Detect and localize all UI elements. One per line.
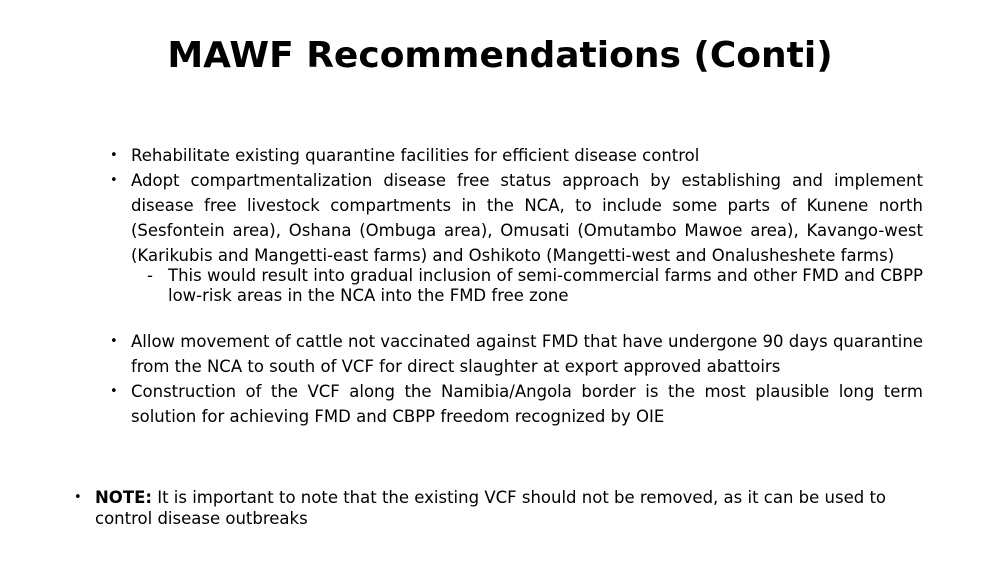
bullet-item: [108, 168, 923, 268]
bullet-dot-icon: •: [110, 384, 118, 399]
bullet-text: Adopt compartmentalization disease free status approach by establishing and implement disease free livestock compartments in the NCA, to include some parts of Kunene north (Sesfontein area), Oshana (Ombuga area), Omusati (Omutambo Mawoe area), Kavango-west (Karikubis and Mangetti-east farms) and Oshikoto (Mangetti-west and Onalusheshete farms): [131, 171, 923, 265]
sub-bullet-item: [145, 266, 923, 306]
bullet-text: Allow movement of cattle not vaccinated against FMD that have undergone 90 days quarantine from the NCA to south of VCF for direct slaughter at export approved abattoirs: [131, 332, 923, 376]
dash-icon: -: [147, 266, 153, 285]
bullet-dot-icon: •: [74, 490, 82, 505]
spacer: [108, 306, 923, 329]
bullet-item: [108, 143, 923, 168]
bullet-item: [108, 329, 923, 379]
bullet-item: [108, 379, 923, 429]
note-text: It is important to note that the existing VCF should not be removed, as it can be used to control disease outbreaks: [95, 488, 887, 528]
bullet-text: Construction of the VCF along the Namibia/Angola border is the most plausible long term solution for achieving FMD and CBPP freedom recognized by OIE: [131, 382, 923, 426]
bullet-list: [108, 143, 923, 429]
bullet-dot-icon: •: [110, 148, 118, 163]
bullet-dot-icon: •: [110, 173, 118, 188]
note-item: [72, 487, 945, 529]
note-label: NOTE:: [95, 488, 152, 507]
slide-title: MAWF Recommendations (Conti): [167, 35, 833, 76]
sub-bullet-text: This would result into gradual inclusion of semi-commercial farms and other FMD and CBPP low-risk areas in the NCA into the FMD free zone: [168, 266, 923, 305]
bullet-dot-icon: •: [110, 334, 118, 349]
bullet-text: Rehabilitate existing quarantine facilities for efficient disease control: [131, 146, 700, 165]
